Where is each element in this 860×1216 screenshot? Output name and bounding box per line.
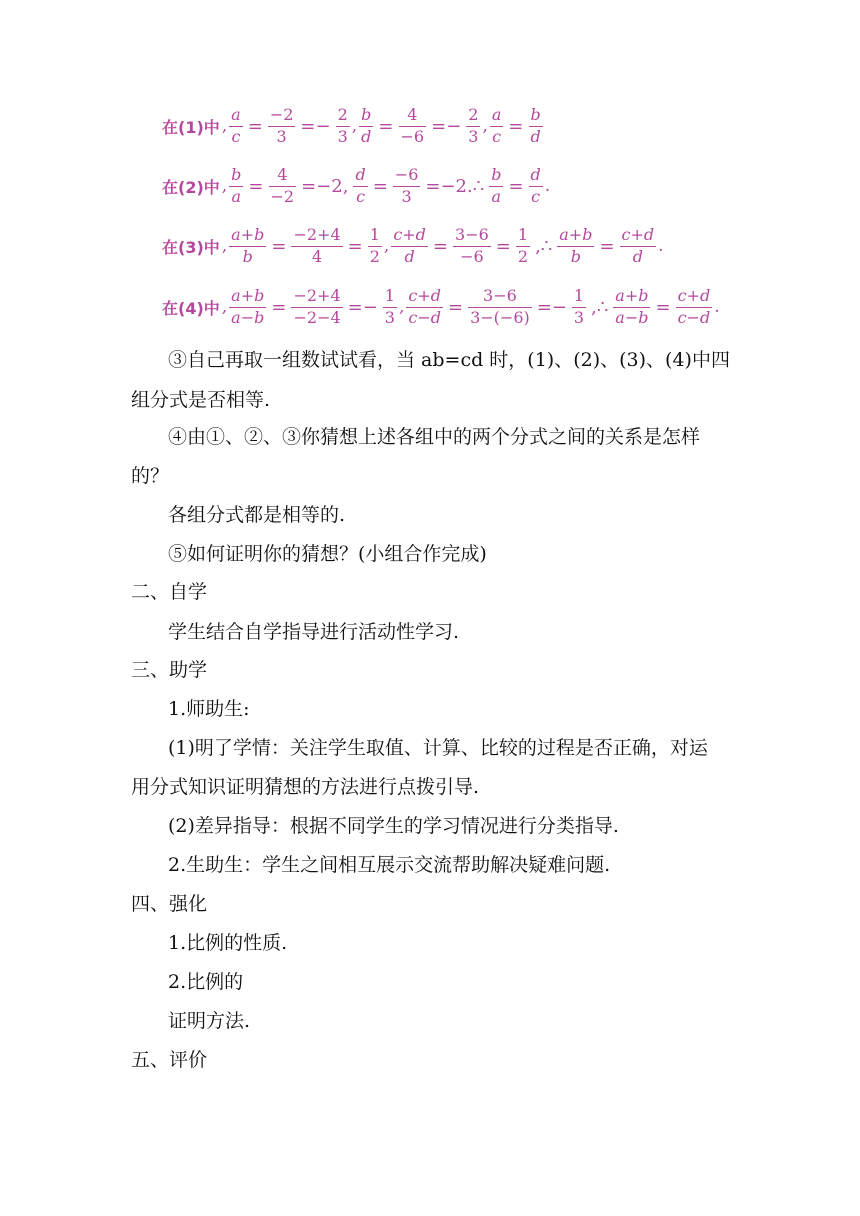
answer-text: 各组分式都是相等的. xyxy=(168,504,346,526)
paragraph-3-line-1: ③自己再取一组数试试看，当 ab=cd 时，(1)、(2)、(3)、(4)中四 xyxy=(168,349,730,371)
paragraph-5: ⑤如何证明你的猜想？(小组合作完成) xyxy=(168,543,487,565)
fraction: $\frac{a}{c}$ xyxy=(491,104,502,146)
fraction: $\frac{-2}{3}$ xyxy=(269,104,294,146)
formula-row-1: 在(1)中 , $\frac{a}{c}$ = $\frac{-2}{3}$ =− $\frac{2}{3}$ , $\frac{b}{d}$ = $\frac{4}{-6}$ =− $\frac{2}{3}$ , $\frac{a}{c}$ = $\frac{b}{d}$ xyxy=(162,104,541,146)
fraction: $\frac{3-6}{3-(-6)}$ xyxy=(470,285,530,327)
section-heading-2: 二、自学 xyxy=(131,581,208,603)
fraction: $\frac{a+b}{a-b}$ xyxy=(231,285,265,327)
fraction: $\frac{2}{3}$ xyxy=(468,104,479,146)
formula-label: 在(4)中 xyxy=(162,298,220,318)
fraction: $\frac{a+b}{b}$ xyxy=(559,224,593,266)
fraction: $\frac{b}{d}$ xyxy=(530,104,541,146)
fraction: $\frac{b}{a}$ xyxy=(491,164,502,206)
section-heading-3: 三、助学 xyxy=(131,659,208,681)
fraction: $\frac{4}{-2}$ xyxy=(270,164,295,206)
fraction: $\frac{1}{3}$ xyxy=(384,285,395,327)
fraction: $\frac{3-6}{-6}$ xyxy=(455,224,489,266)
fraction: $\frac{d}{c}$ xyxy=(355,164,366,206)
section-4-item-2: 2.比例的 xyxy=(168,971,244,993)
formula-label: 在(3)中 xyxy=(162,237,220,257)
section-3-item-2: 2.生助生：学生之间相互展示交流帮助解决疑难问题. xyxy=(168,854,611,876)
section-3-item-1b: (2)差异指导：根据不同学生的学习情况进行分类指导. xyxy=(168,815,619,837)
fraction: $\frac{d}{c}$ xyxy=(530,164,541,206)
formula-label: 在(1)中 xyxy=(162,117,220,137)
section-3-item-1: 1.师助生: xyxy=(168,698,250,720)
paragraph-4-line-2: 的？ xyxy=(131,465,170,487)
formula-label: 在(2)中 xyxy=(162,177,220,197)
fraction: $\frac{2}{3}$ xyxy=(337,104,348,146)
formula-row-3: 在(3)中 , $\frac{a+b}{b}$ = $\frac{-2+4}{4}$ = $\frac{1}{2}$ , $\frac{c+d}{d}$ = $\frac{3-6}{-6}$ = $\frac{1}{2}$ ,∴ $\frac{a+b}{b}$ = $\frac{c+d}{d}$ . xyxy=(162,224,664,266)
fraction: $\frac{b}{a}$ xyxy=(231,164,242,206)
fraction: $\frac{-2+4}{-2-4}$ xyxy=(293,285,341,327)
fraction: $\frac{c+d}{d}$ xyxy=(393,224,426,266)
fraction: $\frac{c+d}{d}$ xyxy=(621,224,655,266)
fraction: $\frac{c+d}{c-d}$ xyxy=(408,285,441,327)
fraction: $\frac{-2+4}{4}$ xyxy=(293,224,341,266)
formula-row-4: 在(4)中 , $\frac{a+b}{a-b}$ = $\frac{-2+4}{-2-4}$ =− $\frac{1}{3}$ , $\frac{c+d}{c-d}$ = $\frac{3-6}{3-(-6)}$ =− $\frac{1}{3}$ ,∴ $\frac{a+b}{a-b}$ = $\frac{c+d}{c-d}$ . xyxy=(162,285,720,327)
formula-row-2: 在(2)中 , $\frac{b}{a}$ = $\frac{4}{-2}$ =−2, $\frac{d}{c}$ = $\frac{-6}{3}$ =−2.∴ $\frac{b}{a}$ = $\frac{d}{c}$ . xyxy=(162,164,551,206)
section-heading-5: 五、评价 xyxy=(131,1049,208,1071)
fraction: $\frac{a+b}{b}$ xyxy=(231,224,265,266)
section-heading-4: 四、强化 xyxy=(131,893,208,915)
section-3-item-1a-line-1: (1)明了学情：关注学生取值、计算、比较的过程是否正确，对运 xyxy=(168,737,708,759)
fraction: $\frac{1}{3}$ xyxy=(573,285,585,327)
fraction: $\frac{4}{-6}$ xyxy=(400,104,425,146)
paragraph-4-line-1: ④由①、②、③你猜想上述各组中的两个分式之间的关系是怎样 xyxy=(168,426,701,448)
fraction: $\frac{1}{2}$ xyxy=(369,224,380,266)
fraction: $\frac{c+d}{c-d}$ xyxy=(677,285,711,327)
section-2-text: 学生结合自学指导进行活动性学习. xyxy=(168,621,460,643)
fraction: $\frac{b}{d}$ xyxy=(361,104,372,146)
section-4-item-1: 1.比例的性质. xyxy=(168,932,288,954)
fraction: $\frac{-6}{3}$ xyxy=(394,164,419,206)
section-4-item-2-cont: 证明方法. xyxy=(168,1010,251,1032)
paragraph-3-line-2: 组分式是否相等. xyxy=(131,389,271,411)
section-3-item-1a-line-2: 用分式知识证明猜想的方法进行点拨引导. xyxy=(131,776,480,798)
fraction: $\frac{a+b}{a-b}$ xyxy=(615,285,649,327)
fraction: $\frac{a}{c}$ xyxy=(231,104,241,146)
fraction: $\frac{1}{2}$ xyxy=(517,224,529,266)
